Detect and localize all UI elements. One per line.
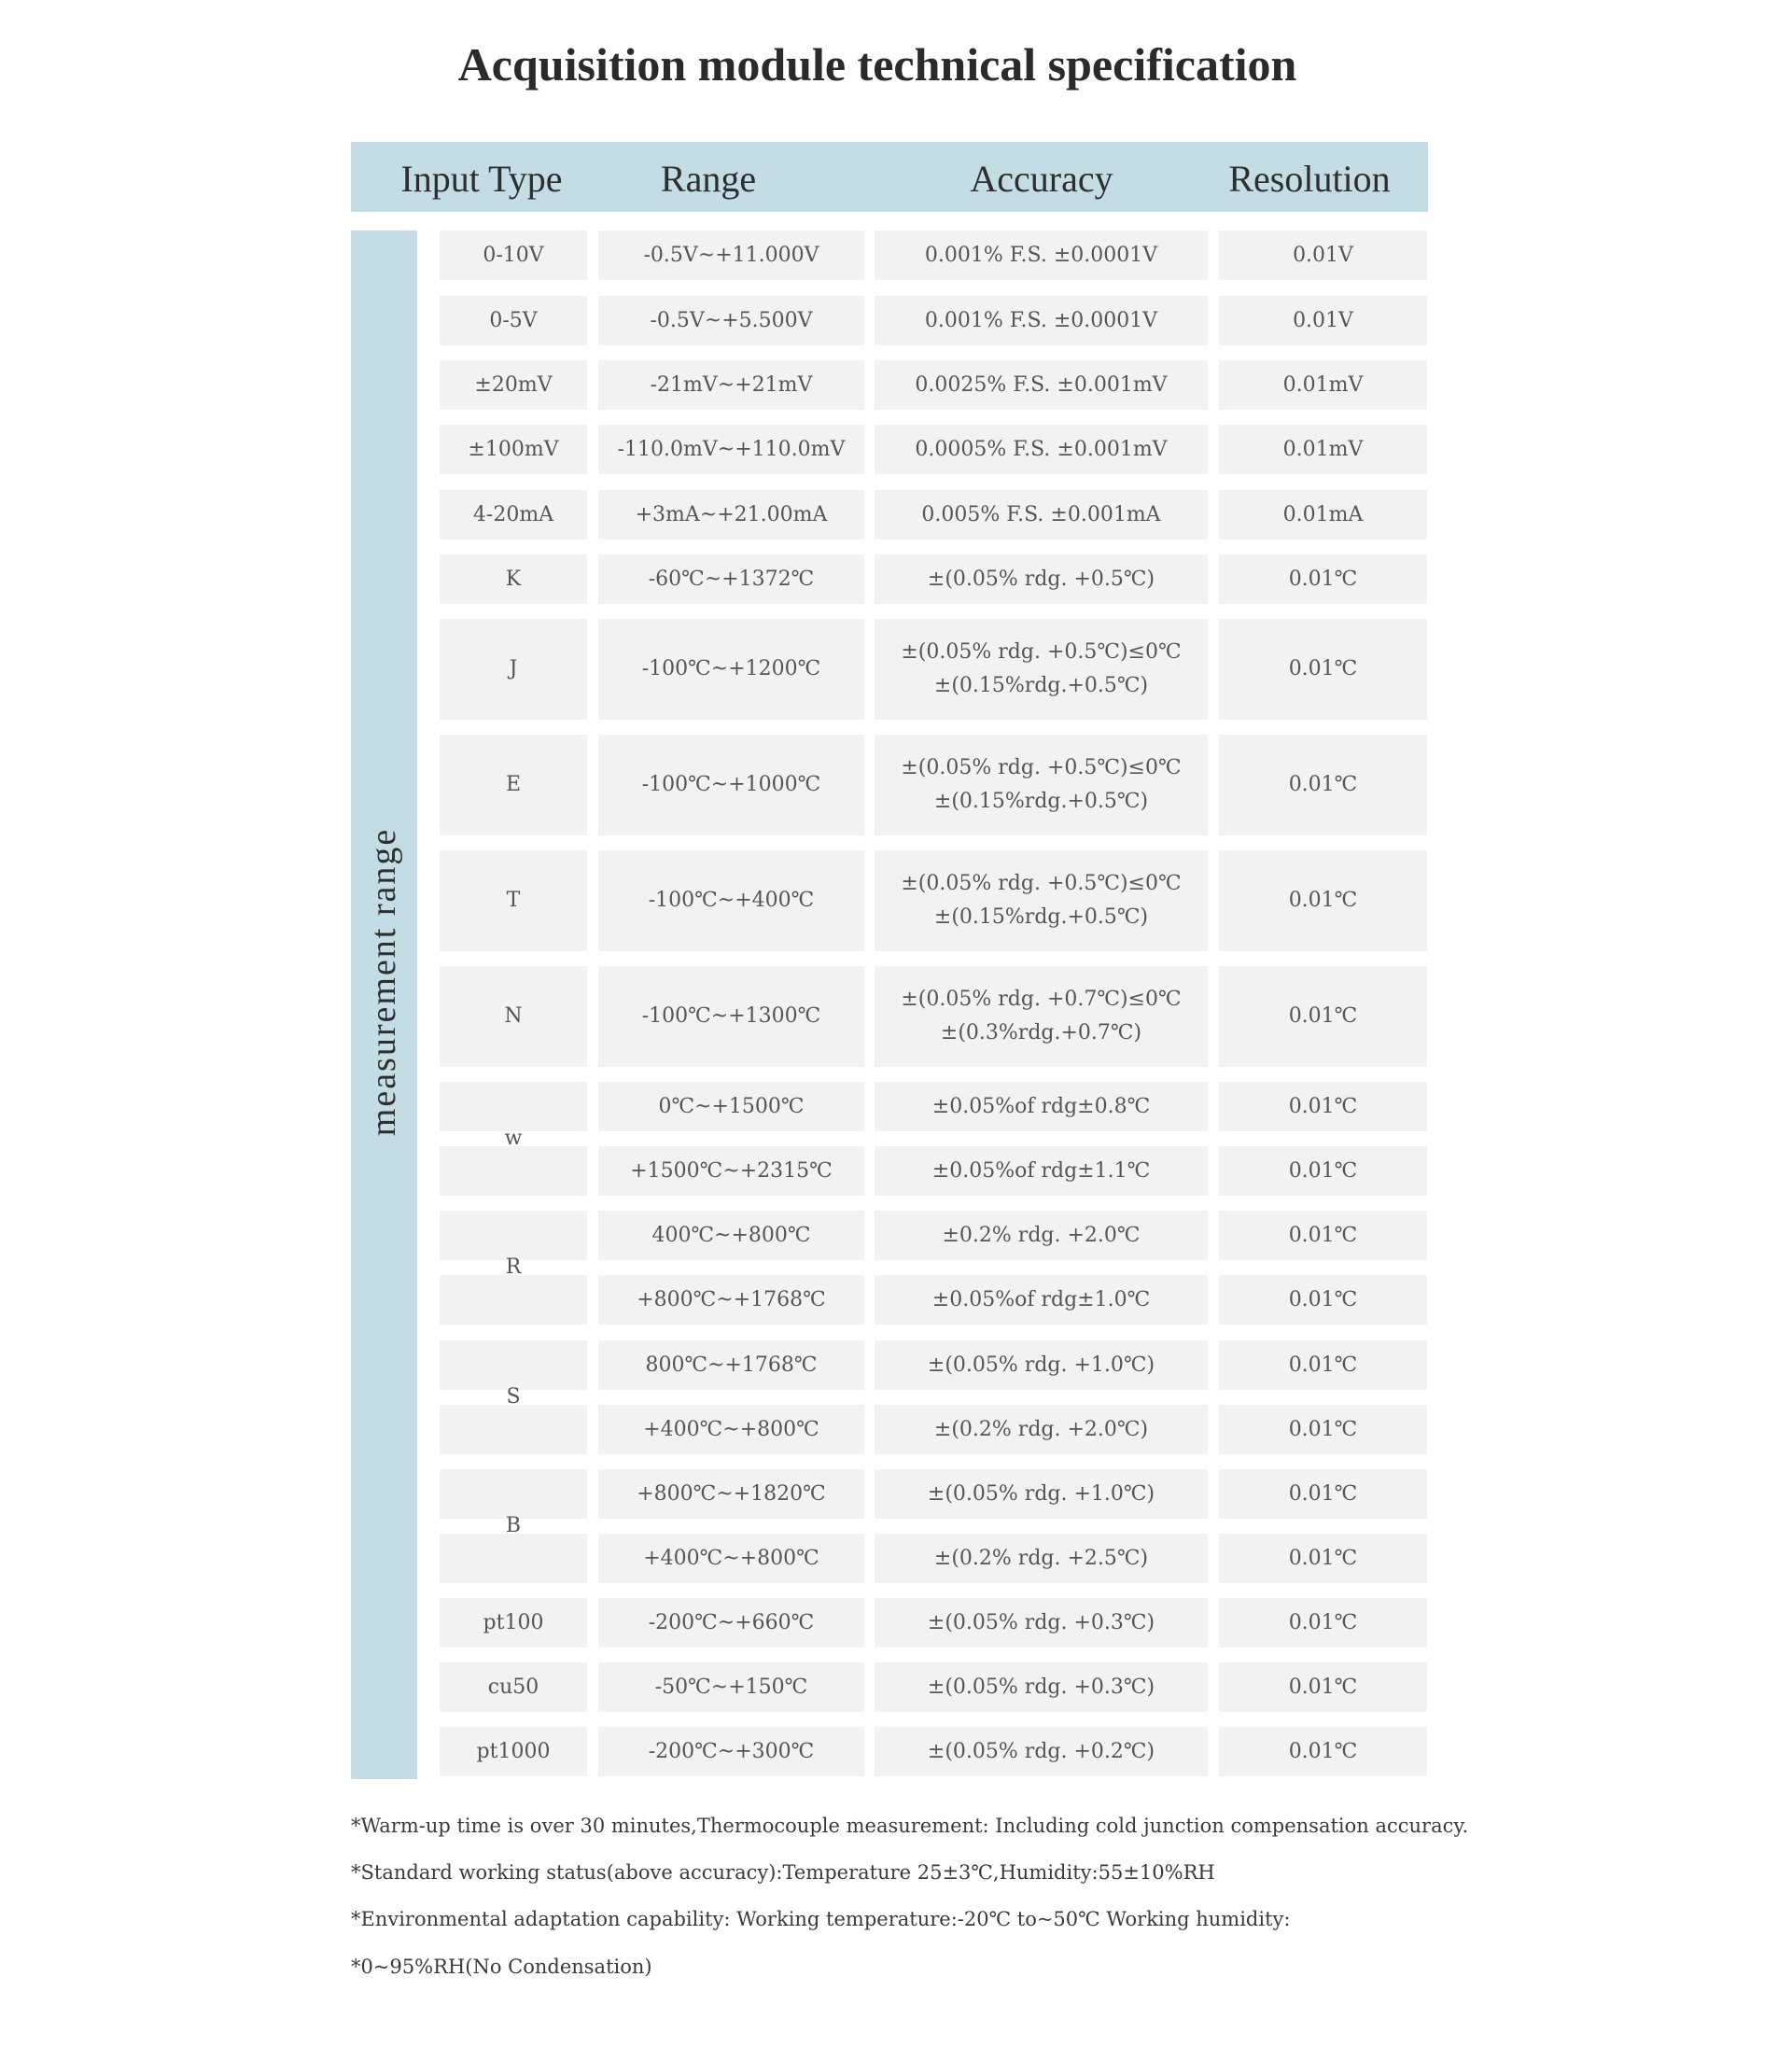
column-header-resolution: Resolution: [1228, 158, 1391, 200]
resolution-cell: 0.01℃: [1219, 1275, 1427, 1325]
input-type-cell: B: [505, 1514, 522, 1537]
resolution-cell: 0.01℃: [1219, 966, 1427, 1067]
range-cell: 400℃~+800℃: [598, 1211, 864, 1260]
range-cell: -200℃~+660℃: [598, 1598, 864, 1647]
resolution-cell: 0.01V: [1219, 296, 1427, 345]
input-type-cell: ±100mV: [440, 425, 587, 474]
accuracy-cell: ±0.05%of rdg±1.0℃: [875, 1275, 1208, 1325]
resolution-cell: 0.01V: [1219, 231, 1427, 280]
range-cell: +400℃~+800℃: [598, 1534, 864, 1583]
column-header-accuracy: Accuracy: [970, 158, 1113, 200]
resolution-cell: 0.01℃: [1219, 1082, 1427, 1131]
accuracy-cell: ±0.05%of rdg±1.1℃: [875, 1146, 1208, 1196]
accuracy-cell: 0.001% F.S. ±0.0001V: [875, 231, 1208, 280]
input-type-cell: cu50: [440, 1662, 587, 1712]
resolution-cell: 0.01mV: [1219, 360, 1427, 410]
resolution-cell: 0.01℃: [1219, 735, 1427, 835]
range-cell: -100℃~+400℃: [598, 850, 864, 951]
measurement-range-label: measurement range: [364, 827, 403, 1137]
accuracy-cell: ±(0.2% rdg. +2.5℃): [875, 1534, 1208, 1583]
resolution-cell: 0.01℃: [1219, 1405, 1427, 1454]
footnote-working-status: *Standard working status(above accuracy):Temperature 25±3℃,Humidity:55±10%RH: [351, 1861, 1215, 1884]
input-type-cell: ±20mV: [440, 360, 587, 410]
range-cell: +400℃~+800℃: [598, 1405, 864, 1454]
accuracy-cell: ±0.05%of rdg±0.8℃: [875, 1082, 1208, 1131]
footnote-warm-up: *Warm-up time is over 30 minutes,Thermocouple measurement: Including cold junction compensation accuracy.: [351, 1815, 1469, 1837]
range-cell: -0.5V~+11.000V: [598, 231, 864, 280]
range-cell: +800℃~+1820℃: [598, 1469, 864, 1519]
input-type-cell: 0-10V: [440, 231, 587, 280]
range-cell: +1500℃~+2315℃: [598, 1146, 864, 1196]
footnote-humidity: *0~95%RH(No Condensation): [351, 1956, 652, 1978]
footnote-environment: *Environmental adaptation capability: Working temperature:-20℃ to~50℃ Working humidity:: [351, 1908, 1291, 1930]
input-type-cell: E: [440, 735, 587, 835]
input-type-cell: N: [440, 966, 587, 1067]
accuracy-cell: ±(0.05% rdg. +0.3℃): [875, 1598, 1208, 1647]
table-header: [351, 142, 1428, 212]
accuracy-cell: 0.001% F.S. ±0.0001V: [875, 296, 1208, 345]
range-cell: -110.0mV~+110.0mV: [598, 425, 864, 474]
input-type-cell: 0-5V: [440, 296, 587, 345]
accuracy-cell: ±(0.05% rdg. +0.2℃): [875, 1727, 1208, 1776]
resolution-cell: 0.01℃: [1219, 850, 1427, 951]
accuracy-cell: 0.0005% F.S. ±0.001mV: [875, 425, 1208, 474]
input-type-cell: J: [440, 619, 587, 720]
resolution-cell: 0.01℃: [1219, 1662, 1427, 1712]
column-header-input-type: Input Type: [400, 158, 563, 200]
input-type-cell: S: [506, 1385, 521, 1409]
range-cell: -100℃~+1200℃: [598, 619, 864, 720]
resolution-cell: 0.01℃: [1219, 1146, 1427, 1196]
accuracy-cell: ±(0.05% rdg. +0.7℃)≤0℃ ±(0.3%rdg.+0.7℃): [875, 966, 1208, 1067]
range-cell: -100℃~+1300℃: [598, 966, 864, 1067]
resolution-cell: 0.01mA: [1219, 490, 1427, 540]
input-type-cell: T: [440, 850, 587, 951]
resolution-cell: 0.01mV: [1219, 425, 1427, 474]
range-cell: 800℃~+1768℃: [598, 1340, 864, 1390]
range-cell: -60℃~+1372℃: [598, 554, 864, 604]
range-cell: -21mV~+21mV: [598, 360, 864, 410]
input-type-cell: pt1000: [440, 1727, 587, 1776]
resolution-cell: 0.01℃: [1219, 1340, 1427, 1390]
input-type-cell: w: [504, 1127, 523, 1150]
page-title: Acquisition module technical specification: [457, 38, 1297, 91]
range-cell: +800℃~+1768℃: [598, 1275, 864, 1325]
accuracy-cell: ±(0.2% rdg. +2.0℃): [875, 1405, 1208, 1454]
range-cell: +3mA~+21.00mA: [598, 490, 864, 540]
resolution-cell: 0.01℃: [1219, 1534, 1427, 1583]
input-type-cell: 4-20mA: [440, 490, 587, 540]
resolution-cell: 0.01℃: [1219, 1598, 1427, 1647]
accuracy-cell: 0.005% F.S. ±0.001mA: [875, 490, 1208, 540]
accuracy-cell: ±(0.05% rdg. +0.5℃): [875, 554, 1208, 604]
range-cell: -100℃~+1000℃: [598, 735, 864, 835]
input-type-cell: K: [440, 554, 587, 604]
accuracy-cell: ±0.2% rdg. +2.0℃: [875, 1211, 1208, 1260]
accuracy-cell: ±(0.05% rdg. +0.3℃): [875, 1662, 1208, 1712]
accuracy-cell: ±(0.05% rdg. +1.0℃): [875, 1469, 1208, 1519]
resolution-cell: 0.01℃: [1219, 1469, 1427, 1519]
resolution-cell: 0.01℃: [1219, 1727, 1427, 1776]
accuracy-cell: ±(0.05% rdg. +0.5℃)≤0℃ ±(0.15%rdg.+0.5℃): [875, 850, 1208, 951]
accuracy-cell: 0.0025% F.S. ±0.001mV: [875, 360, 1208, 410]
range-cell: -200℃~+300℃: [598, 1727, 864, 1776]
column-header-range: Range: [660, 158, 757, 200]
accuracy-cell: ±(0.05% rdg. +0.5℃)≤0℃ ±(0.15%rdg.+0.5℃): [875, 735, 1208, 835]
accuracy-cell: ±(0.05% rdg. +0.5℃)≤0℃ ±(0.15%rdg.+0.5℃): [875, 619, 1208, 720]
range-cell: -0.5V~+5.500V: [598, 296, 864, 345]
range-cell: -50℃~+150℃: [598, 1662, 864, 1712]
accuracy-cell: ±(0.05% rdg. +1.0℃): [875, 1340, 1208, 1390]
range-cell: 0℃~+1500℃: [598, 1082, 864, 1131]
resolution-cell: 0.01℃: [1219, 619, 1427, 720]
resolution-cell: 0.01℃: [1219, 1211, 1427, 1260]
input-type-cell: R: [505, 1255, 522, 1279]
resolution-cell: 0.01℃: [1219, 554, 1427, 604]
input-type-cell: pt100: [440, 1598, 587, 1647]
